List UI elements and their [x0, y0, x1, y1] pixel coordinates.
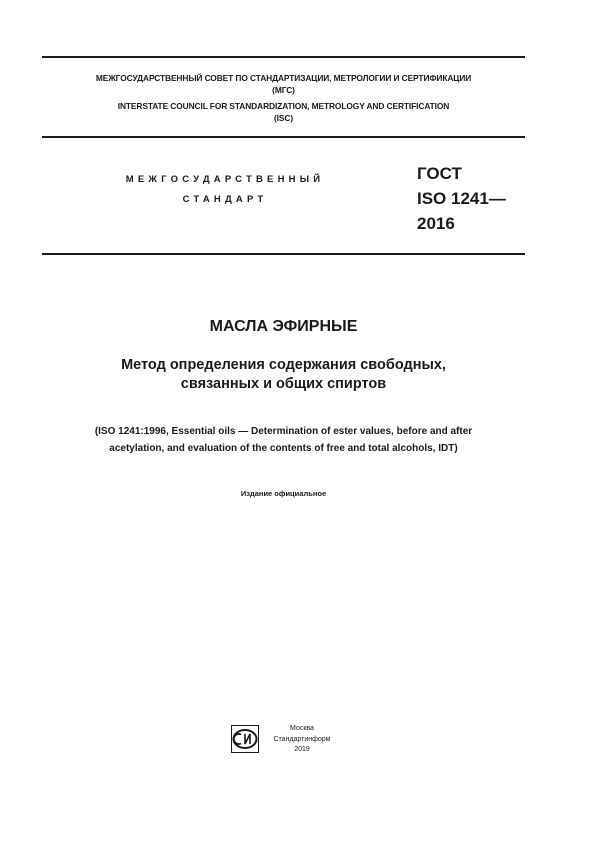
- council-name-ru: [42, 72, 525, 96]
- standard-designation: [417, 161, 506, 236]
- document-subtitle: [42, 356, 525, 394]
- document-title: МАСЛА ЭФИРНЫЕ: [209, 318, 358, 335]
- standard-type-line-2: СТАНДАРТ: [182, 194, 268, 205]
- designation-line-2: ISO 1241—: [417, 189, 506, 208]
- imprint-year: 2019: [294, 746, 310, 753]
- designation-line-1: ГОСТ: [417, 164, 462, 183]
- header-bottom-rule: [42, 253, 525, 255]
- subtitle-line-1: Метод определения содержания свободных,: [121, 357, 446, 373]
- edition-label: Издание официальное: [240, 489, 327, 498]
- council-abbr-en: (ISC): [273, 113, 294, 123]
- council-line-3: INTERSTATE COUNCIL FOR STANDARDIZATION, METROLOGY AND CERTIFICATION: [117, 101, 450, 111]
- iso-reference-line-1: (ISO 1241:1996, Essential oils — Determination of ester values, before and after: [94, 426, 473, 437]
- imprint-city: Москва: [290, 725, 314, 732]
- imprint: [262, 724, 342, 756]
- council-line-1: МЕЖГОСУДАРСТВЕННЫЙ СОВЕТ ПО СТАНДАРТИЗАЦИИ, МЕТРОЛОГИИ И СЕРТИФИКАЦИИ: [95, 73, 472, 83]
- subtitle-line-2: связанных и общих спиртов: [180, 376, 387, 392]
- council-rule: [42, 136, 525, 138]
- standard-type-line-1: МЕЖГОСУДАРСТВЕННЫЙ: [125, 174, 325, 185]
- standard-type: [100, 170, 350, 210]
- council-name-en: [42, 100, 525, 124]
- imprint-publisher: Стандартинформ: [273, 735, 331, 743]
- designation-line-3: 2016: [417, 214, 455, 233]
- council-abbr-ru: (МГС): [272, 85, 295, 95]
- iso-reference-line-2: acetylation, and evaluation of the contents of free and total alcohols, IDT): [109, 443, 458, 454]
- top-rule: [42, 56, 525, 58]
- standartinform-logo-icon: [231, 725, 259, 753]
- iso-reference: [42, 423, 525, 457]
